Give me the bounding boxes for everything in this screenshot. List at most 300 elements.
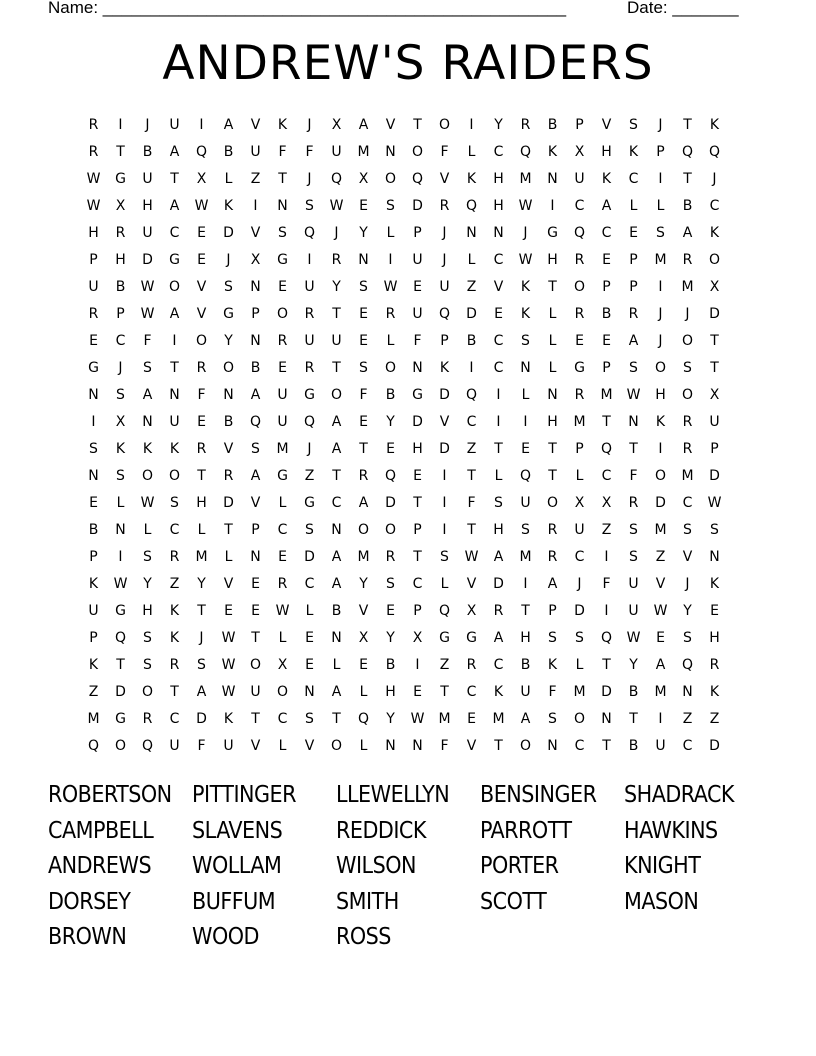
grid-letter: K — [142, 441, 153, 457]
grid-letter: B — [385, 657, 396, 673]
grid-letter: C — [601, 468, 612, 484]
grid-letter: T — [521, 603, 530, 619]
grid-letter: S — [521, 333, 530, 349]
grid-letter: S — [656, 225, 665, 241]
grid-letter: O — [708, 252, 721, 268]
grid-letter: C — [493, 252, 504, 268]
grid-letter: N — [466, 225, 477, 241]
grid-letter: K — [709, 684, 720, 700]
grid-letter: R — [466, 657, 477, 673]
grid-letter: Y — [224, 333, 233, 349]
grid-letter: J — [658, 117, 663, 133]
grid-letter: J — [685, 306, 690, 322]
grid-letter: K — [709, 576, 720, 592]
grid-letter: R — [358, 468, 369, 484]
grid-letter: E — [224, 603, 233, 619]
grid-letter: Q — [708, 144, 721, 160]
grid-letter: Z — [466, 279, 477, 295]
grid-letter: A — [169, 144, 180, 160]
grid-letter: U — [412, 306, 423, 322]
grid-letter: R — [628, 306, 639, 322]
grid-letter: I — [658, 279, 663, 295]
grid-letter: Q — [357, 711, 370, 727]
grid-letter: V — [250, 495, 261, 511]
grid-letter: Q — [600, 441, 613, 457]
grid-letter: S — [629, 549, 638, 565]
grid-letter: E — [413, 468, 422, 484]
grid-letter: Z — [466, 441, 477, 457]
grid-letter: R — [88, 306, 99, 322]
grid-letter: U — [304, 279, 315, 295]
grid-letter: K — [520, 279, 531, 295]
grid-letter: W — [140, 279, 155, 295]
grid-letter: M — [600, 387, 613, 403]
grid-letter: N — [709, 549, 720, 565]
grid-letter: J — [226, 252, 231, 268]
grid-letter: O — [357, 522, 370, 538]
grid-letter: F — [278, 144, 287, 160]
grid-letter: V — [385, 117, 396, 133]
grid-letter: Q — [141, 738, 154, 754]
grid-letter: A — [682, 225, 693, 241]
grid-letter: L — [386, 225, 395, 241]
grid-letter: C — [682, 738, 693, 754]
grid-letter: R — [304, 306, 315, 322]
grid-letter: M — [492, 711, 505, 727]
grid-letter: V — [196, 279, 207, 295]
grid-letter: A — [655, 657, 666, 673]
grid-letter: N — [412, 738, 423, 754]
grid-letter: S — [143, 360, 152, 376]
grid-letter: Y — [332, 279, 341, 295]
grid-letter: R — [574, 306, 585, 322]
grid-letter: C — [493, 360, 504, 376]
grid-letter: Q — [330, 171, 343, 187]
grid-letter: S — [197, 657, 206, 673]
grid-letter: E — [278, 549, 287, 565]
grid-letter: J — [307, 171, 312, 187]
grid-letter: C — [601, 225, 612, 241]
grid-letter: K — [223, 198, 234, 214]
grid-letter: H — [547, 414, 558, 430]
grid-letter: E — [602, 252, 611, 268]
grid-letter: Y — [386, 414, 395, 430]
grid-letter: A — [196, 684, 207, 700]
grid-letter: O — [573, 279, 586, 295]
grid-letter: H — [385, 684, 396, 700]
grid-letter: U — [169, 117, 180, 133]
grid-letter: P — [656, 144, 665, 160]
grid-letter: R — [169, 657, 180, 673]
grid-letter: M — [654, 522, 667, 538]
grid-letter: N — [385, 144, 396, 160]
grid-letter: H — [547, 252, 558, 268]
grid-letter: H — [655, 387, 666, 403]
grid-letter: U — [331, 333, 342, 349]
grid-letter: N — [547, 738, 558, 754]
grid-letter: G — [439, 630, 450, 646]
word-list-item: WOLLAM — [192, 853, 282, 880]
word-list — [48, 778, 768, 956]
grid-letter: Q — [411, 171, 424, 187]
grid-letter: A — [169, 306, 180, 322]
grid-letter: Z — [250, 171, 261, 187]
grid-letter: Q — [114, 630, 127, 646]
grid-letter: X — [574, 495, 585, 511]
grid-letter: S — [251, 441, 260, 457]
grid-letter: W — [140, 306, 155, 322]
grid-letter: E — [521, 441, 530, 457]
grid-letter: W — [410, 711, 425, 727]
grid-letter: J — [307, 441, 312, 457]
grid-letter: E — [197, 252, 206, 268]
grid-letter: E — [359, 198, 368, 214]
grid-letter: T — [548, 468, 557, 484]
grid-letter: Q — [681, 657, 694, 673]
grid-letter: J — [523, 225, 528, 241]
grid-letter: H — [493, 198, 504, 214]
grid-letter: I — [442, 495, 447, 511]
grid-letter: W — [86, 171, 101, 187]
grid-letter: A — [331, 549, 342, 565]
grid-letter: V — [250, 225, 261, 241]
grid-letter: X — [115, 414, 126, 430]
grid-letter: I — [118, 117, 123, 133]
grid-letter: S — [629, 360, 638, 376]
word-list-item: PORTER — [480, 853, 559, 880]
grid-letter: K — [169, 441, 180, 457]
grid-letter: C — [493, 333, 504, 349]
grid-letter: S — [305, 522, 314, 538]
grid-letter: S — [305, 198, 314, 214]
grid-letter: R — [493, 603, 504, 619]
grid-letter: E — [278, 279, 287, 295]
grid-letter: D — [709, 468, 720, 484]
word-list-item: PITTINGER — [192, 782, 296, 808]
grid-letter: R — [385, 306, 396, 322]
grid-letter: A — [142, 387, 153, 403]
word-list-item: KNIGHT — [624, 853, 701, 880]
grid-letter: C — [412, 576, 423, 592]
grid-letter: O — [195, 333, 208, 349]
grid-letter: D — [142, 252, 153, 268]
grid-letter: F — [602, 576, 611, 592]
grid-letter: R — [682, 414, 693, 430]
grid-letter: U — [520, 684, 531, 700]
grid-letter: T — [602, 657, 611, 673]
grid-letter: B — [331, 603, 342, 619]
grid-letter: F — [197, 387, 206, 403]
grid-letter: B — [223, 144, 234, 160]
grid-letter: W — [653, 603, 668, 619]
grid-letter: J — [577, 576, 582, 592]
grid-letter: V — [196, 306, 207, 322]
grid-letter: S — [89, 441, 98, 457]
grid-letter: J — [199, 630, 204, 646]
grid-letter: O — [546, 495, 559, 511]
grid-letter: R — [331, 252, 342, 268]
grid-letter: X — [358, 630, 369, 646]
grid-letter: M — [438, 711, 451, 727]
grid-letter: R — [196, 360, 207, 376]
grid-letter: E — [251, 603, 260, 619]
grid-letter: T — [116, 657, 125, 673]
grid-letter: P — [116, 306, 125, 322]
grid-letter: P — [710, 441, 719, 457]
grid-letter: U — [655, 738, 666, 754]
grid-letter: Z — [88, 684, 99, 700]
grid-letter: C — [628, 171, 639, 187]
grid-letter: S — [359, 360, 368, 376]
grid-letter: W — [194, 198, 209, 214]
grid-letter: V — [304, 738, 315, 754]
grid-letter: L — [305, 603, 314, 619]
grid-letter: A — [358, 117, 369, 133]
grid-letter: U — [277, 414, 288, 430]
grid-letter: W — [626, 387, 641, 403]
grid-letter: T — [251, 630, 260, 646]
grid-letter: B — [547, 117, 558, 133]
grid-letter: O — [249, 657, 262, 673]
grid-letter: Z — [304, 468, 315, 484]
grid-letter: I — [523, 414, 528, 430]
grid-letter: Q — [465, 387, 478, 403]
grid-letter: R — [385, 549, 396, 565]
grid-letter: L — [548, 360, 557, 376]
word-list-item: DORSEY — [48, 888, 131, 915]
grid-letter: Q — [519, 468, 532, 484]
grid-letter: K — [439, 360, 450, 376]
grid-letter: U — [412, 252, 423, 268]
grid-letter: D — [412, 198, 423, 214]
grid-letter: B — [88, 522, 99, 538]
grid-letter: I — [550, 198, 555, 214]
grid-letter: B — [628, 684, 639, 700]
grid-letter: F — [440, 738, 449, 754]
grid-letter: M — [276, 441, 289, 457]
grid-letter: C — [574, 738, 585, 754]
grid-letter: A — [331, 684, 342, 700]
grid-letter: A — [520, 711, 531, 727]
grid-letter: T — [494, 738, 503, 754]
grid-letter: S — [683, 522, 692, 538]
grid-letter: D — [223, 225, 234, 241]
grid-letter: U — [709, 414, 720, 430]
grid-letter: I — [442, 522, 447, 538]
grid-letter: T — [332, 468, 341, 484]
grid-letter: V — [358, 603, 369, 619]
grid-letter: B — [115, 279, 126, 295]
grid-letter: K — [169, 630, 180, 646]
grid-letter: W — [464, 549, 479, 565]
grid-letter: G — [277, 252, 288, 268]
grid-letter: E — [89, 333, 98, 349]
grid-letter: D — [709, 738, 720, 754]
grid-letter: N — [277, 198, 288, 214]
grid-letter: U — [142, 225, 153, 241]
name-field-label: Name: _________________________________________________ — [48, 0, 567, 17]
grid-letter: F — [548, 684, 557, 700]
grid-letter: N — [601, 711, 612, 727]
grid-letter: U — [169, 414, 180, 430]
grid-letter: L — [386, 333, 395, 349]
grid-letter: L — [224, 171, 233, 187]
grid-letter: O — [276, 684, 289, 700]
grid-letter: J — [145, 117, 150, 133]
grid-letter: K — [115, 441, 126, 457]
grid-letter: Z — [169, 576, 180, 592]
grid-letter: E — [197, 414, 206, 430]
grid-letter: R — [520, 117, 531, 133]
grid-letter: P — [251, 306, 260, 322]
grid-letter: G — [466, 630, 477, 646]
grid-letter: L — [467, 144, 476, 160]
grid-letter: P — [575, 441, 584, 457]
grid-letter: Q — [465, 198, 478, 214]
grid-letter: X — [331, 117, 342, 133]
grid-letter: T — [683, 117, 692, 133]
grid-letter: Y — [683, 603, 692, 619]
grid-letter: Y — [386, 711, 395, 727]
grid-letter: S — [143, 630, 152, 646]
grid-letter: Q — [195, 144, 208, 160]
grid-letter: I — [469, 360, 474, 376]
grid-letter: T — [359, 441, 368, 457]
grid-letter: S — [575, 630, 584, 646]
grid-letter: R — [142, 711, 153, 727]
grid-letter: R — [682, 252, 693, 268]
grid-letter: S — [548, 711, 557, 727]
grid-letter: N — [628, 414, 639, 430]
grid-letter: S — [386, 198, 395, 214]
grid-letter: R — [88, 117, 99, 133]
grid-letter: J — [118, 360, 123, 376]
grid-letter: V — [466, 738, 477, 754]
grid-letter: O — [681, 333, 694, 349]
grid-letter: P — [440, 333, 449, 349]
grid-letter: N — [412, 360, 423, 376]
grid-letter: L — [143, 522, 152, 538]
grid-letter: O — [141, 468, 154, 484]
grid-letter: Q — [384, 468, 397, 484]
grid-letter: J — [442, 252, 447, 268]
word-list-item: ROBERTSON — [48, 782, 172, 808]
grid-letter: Z — [439, 657, 450, 673]
page-title: ANDREW'S RAIDERS — [162, 36, 654, 91]
grid-letter: C — [169, 522, 180, 538]
grid-letter: A — [493, 549, 504, 565]
grid-letter: K — [88, 576, 99, 592]
grid-letter: A — [250, 468, 261, 484]
grid-letter: S — [386, 576, 395, 592]
grid-letter: M — [654, 684, 667, 700]
grid-letter: S — [440, 549, 449, 565]
grid-letter: K — [493, 684, 504, 700]
grid-letter: J — [712, 171, 717, 187]
grid-letter: D — [601, 684, 612, 700]
grid-letter: N — [250, 333, 261, 349]
grid-letter: U — [88, 603, 99, 619]
grid-letter: F — [467, 495, 476, 511]
grid-letter: P — [548, 603, 557, 619]
word-list-item: LLEWELLYN — [336, 782, 450, 808]
grid-letter: K — [277, 117, 288, 133]
grid-letter: S — [521, 522, 530, 538]
grid-letter: P — [629, 279, 638, 295]
grid-letter: L — [359, 738, 368, 754]
grid-letter: S — [629, 117, 638, 133]
grid-letter: N — [304, 684, 315, 700]
grid-letter: X — [601, 495, 612, 511]
grid-letter: T — [548, 441, 557, 457]
grid-letter: D — [466, 306, 477, 322]
grid-letter: I — [523, 576, 528, 592]
grid-letter: F — [305, 144, 314, 160]
grid-letter: G — [223, 306, 234, 322]
word-list-item: WILSON — [336, 853, 416, 880]
grid-letter: E — [386, 603, 395, 619]
grid-letter: G — [169, 252, 180, 268]
grid-letter: I — [604, 549, 609, 565]
grid-letter: T — [602, 738, 611, 754]
grid-letter: I — [307, 252, 312, 268]
grid-letter: T — [332, 306, 341, 322]
grid-letter: C — [682, 495, 693, 511]
grid-letter: V — [250, 117, 261, 133]
grid-letter: E — [278, 360, 287, 376]
grid-letter: Z — [682, 711, 693, 727]
grid-letter: P — [89, 252, 98, 268]
grid-letter: Y — [494, 117, 503, 133]
grid-letter: W — [221, 684, 236, 700]
grid-letter: M — [519, 549, 532, 565]
grid-letter: V — [466, 576, 477, 592]
grid-letter: D — [412, 414, 423, 430]
grid-letter: O — [654, 468, 667, 484]
grid-letter: G — [547, 225, 558, 241]
grid-letter: N — [331, 522, 342, 538]
grid-letter: A — [358, 495, 369, 511]
grid-letter: P — [413, 522, 422, 538]
grid-letter: S — [143, 549, 152, 565]
grid-letter: G — [277, 468, 288, 484]
word-list-item: ANDREWS — [48, 853, 152, 880]
grid-letter: C — [304, 576, 315, 592]
grid-letter: E — [251, 576, 260, 592]
grid-letter: Y — [143, 576, 152, 592]
grid-letter: F — [197, 738, 206, 754]
grid-letter: Q — [303, 414, 316, 430]
grid-letter: I — [658, 441, 663, 457]
grid-letter: K — [628, 144, 639, 160]
grid-letter: O — [384, 171, 397, 187]
grid-letter: L — [197, 522, 206, 538]
grid-letter: T — [440, 684, 449, 700]
grid-letter: X — [115, 198, 126, 214]
grid-letter: B — [223, 414, 234, 430]
grid-letter: X — [709, 387, 720, 403]
grid-letter: Z — [601, 522, 612, 538]
grid-letter: S — [224, 279, 233, 295]
grid-letter: Y — [359, 576, 368, 592]
grid-letter: O — [438, 117, 451, 133]
grid-letter: M — [681, 279, 694, 295]
grid-letter: H — [115, 252, 126, 268]
grid-letter: S — [143, 657, 152, 673]
grid-letter: I — [496, 387, 501, 403]
grid-letter: O — [114, 738, 127, 754]
grid-letter: L — [494, 468, 503, 484]
